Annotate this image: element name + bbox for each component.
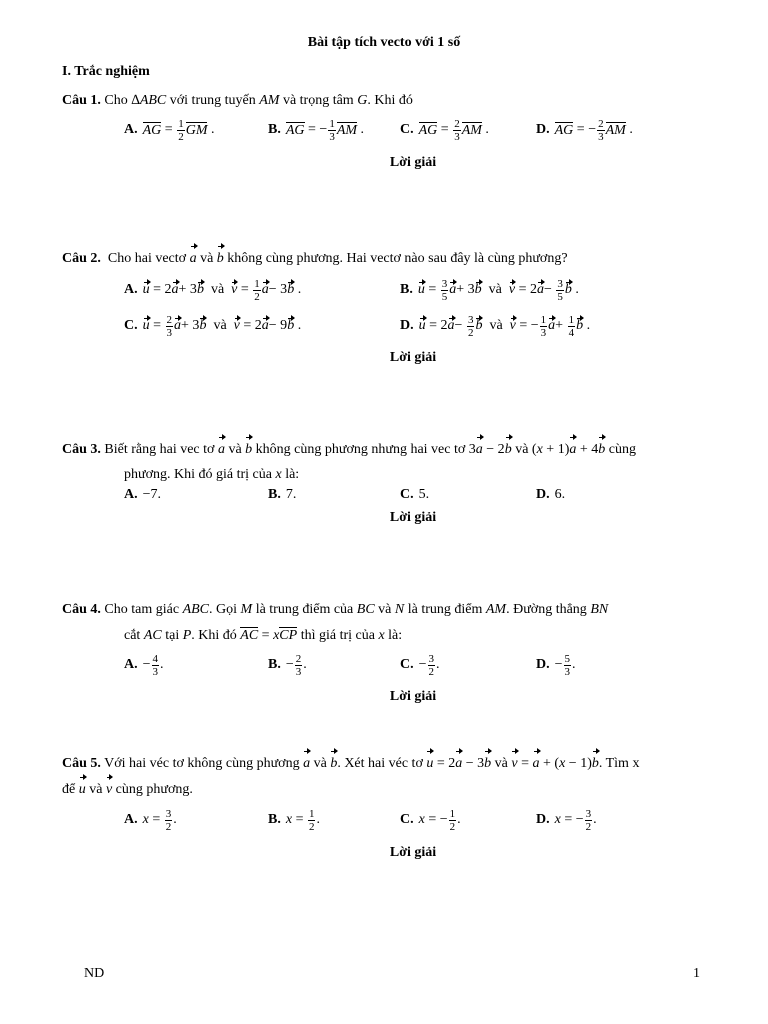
- question-4-option-d[interactable]: D. − 5 3 .: [536, 652, 576, 678]
- question-3-option-d[interactable]: D. 6.: [536, 487, 566, 502]
- question-4-continuation: cắt AC tại P. Khi đó AC = xCP thì giá trị của x là:: [124, 628, 403, 643]
- question-2-option-c[interactable]: C. u = 2 3 a + 3 b và v = 2 a − 9 b .: [124, 313, 302, 339]
- question-1-option-c[interactable]: C. AG = 2 3 AM .: [400, 117, 489, 143]
- question-1-option-d[interactable]: D. AG = − 2 3 AM .: [536, 117, 633, 143]
- question-2-option-b[interactable]: B. u = 3 5 a + 3 b và v = 2 a − 3 5 b .: [400, 277, 579, 303]
- page-number: 1: [693, 966, 700, 981]
- question-3-option-b[interactable]: B. 7.: [268, 487, 297, 502]
- question-5: Câu 5. Với hai véc tơ không cùng phương a và b. Xét hai véc tơ u = 2a − 3b và v = a + (x − 1)b. Tìm x: [62, 751, 712, 777]
- question-3-continuation: phương. Khi đó giá trị của x là:: [124, 467, 300, 482]
- question-2-option-a[interactable]: A. u = 2 a + 3 b và v = 1 2 a − 3 b .: [124, 277, 302, 303]
- solution-label: Lời giải: [389, 689, 437, 704]
- question-2-option-d[interactable]: D. u = 2 a − 3 2 b và v = − 1 3 a + 1 4 b .: [400, 313, 591, 339]
- question-5-option-b[interactable]: B. x = 1 2 .: [268, 807, 320, 833]
- solution-label: Lời giải: [389, 510, 437, 525]
- question-label: Câu 5.: [62, 756, 101, 771]
- question-3: Câu 3. Biết rằng hai vec tơ a và b không cùng phương nhưng hai vec tơ 3a − 2b và (x + 1)a + 4b cùng: [62, 437, 712, 463]
- solution-label: Lời giải: [389, 845, 437, 860]
- question-1: Câu 1. Cho ∆ABC với trung tuyến AM và trọng tâm G. Khi đó: [62, 93, 413, 108]
- question-label: Câu 2.: [62, 251, 101, 266]
- question-4: Câu 4. Cho tam giác ABC. Gọi M là trung điểm của BC và N là trung điểm AM. Đường thẳng BN: [62, 602, 609, 617]
- question-1-option-b[interactable]: B. AG = − 1 3 AM .: [268, 117, 365, 143]
- footer-author: ND: [84, 966, 105, 981]
- question-label: Câu 1.: [62, 93, 101, 108]
- question-label: Câu 3.: [62, 442, 101, 457]
- question-label: Câu 4.: [62, 602, 101, 617]
- solution-label: Lời giải: [389, 155, 437, 170]
- question-5-option-d[interactable]: D. x = − 3 2 .: [536, 807, 597, 833]
- question-5-option-a[interactable]: A. x = 3 2 .: [124, 807, 177, 833]
- question-3-option-a[interactable]: A. −7.: [124, 487, 162, 502]
- question-2: Câu 2. Cho hai vectơ a và b không cùng phương. Hai vectơ nào sau đây là cùng phương?: [62, 246, 712, 272]
- solution-label: Lời giải: [389, 350, 437, 365]
- question-4-option-b[interactable]: B. − 2 3 .: [268, 652, 307, 678]
- question-5-continuation: để u và v cùng phương.: [62, 777, 712, 803]
- question-5-option-c[interactable]: C. x = − 1 2 .: [400, 807, 461, 833]
- question-1-option-a[interactable]: A. AG = 1 2 GM .: [124, 117, 215, 143]
- question-3-option-c[interactable]: C. 5.: [400, 487, 430, 502]
- document-title: Bài tập tích vecto với 1 số: [307, 35, 461, 50]
- section-heading: I. Trắc nghiệm: [62, 64, 150, 79]
- question-4-option-c[interactable]: C. − 3 2 .: [400, 652, 440, 678]
- question-4-option-a[interactable]: A. − 4 3 .: [124, 652, 164, 678]
